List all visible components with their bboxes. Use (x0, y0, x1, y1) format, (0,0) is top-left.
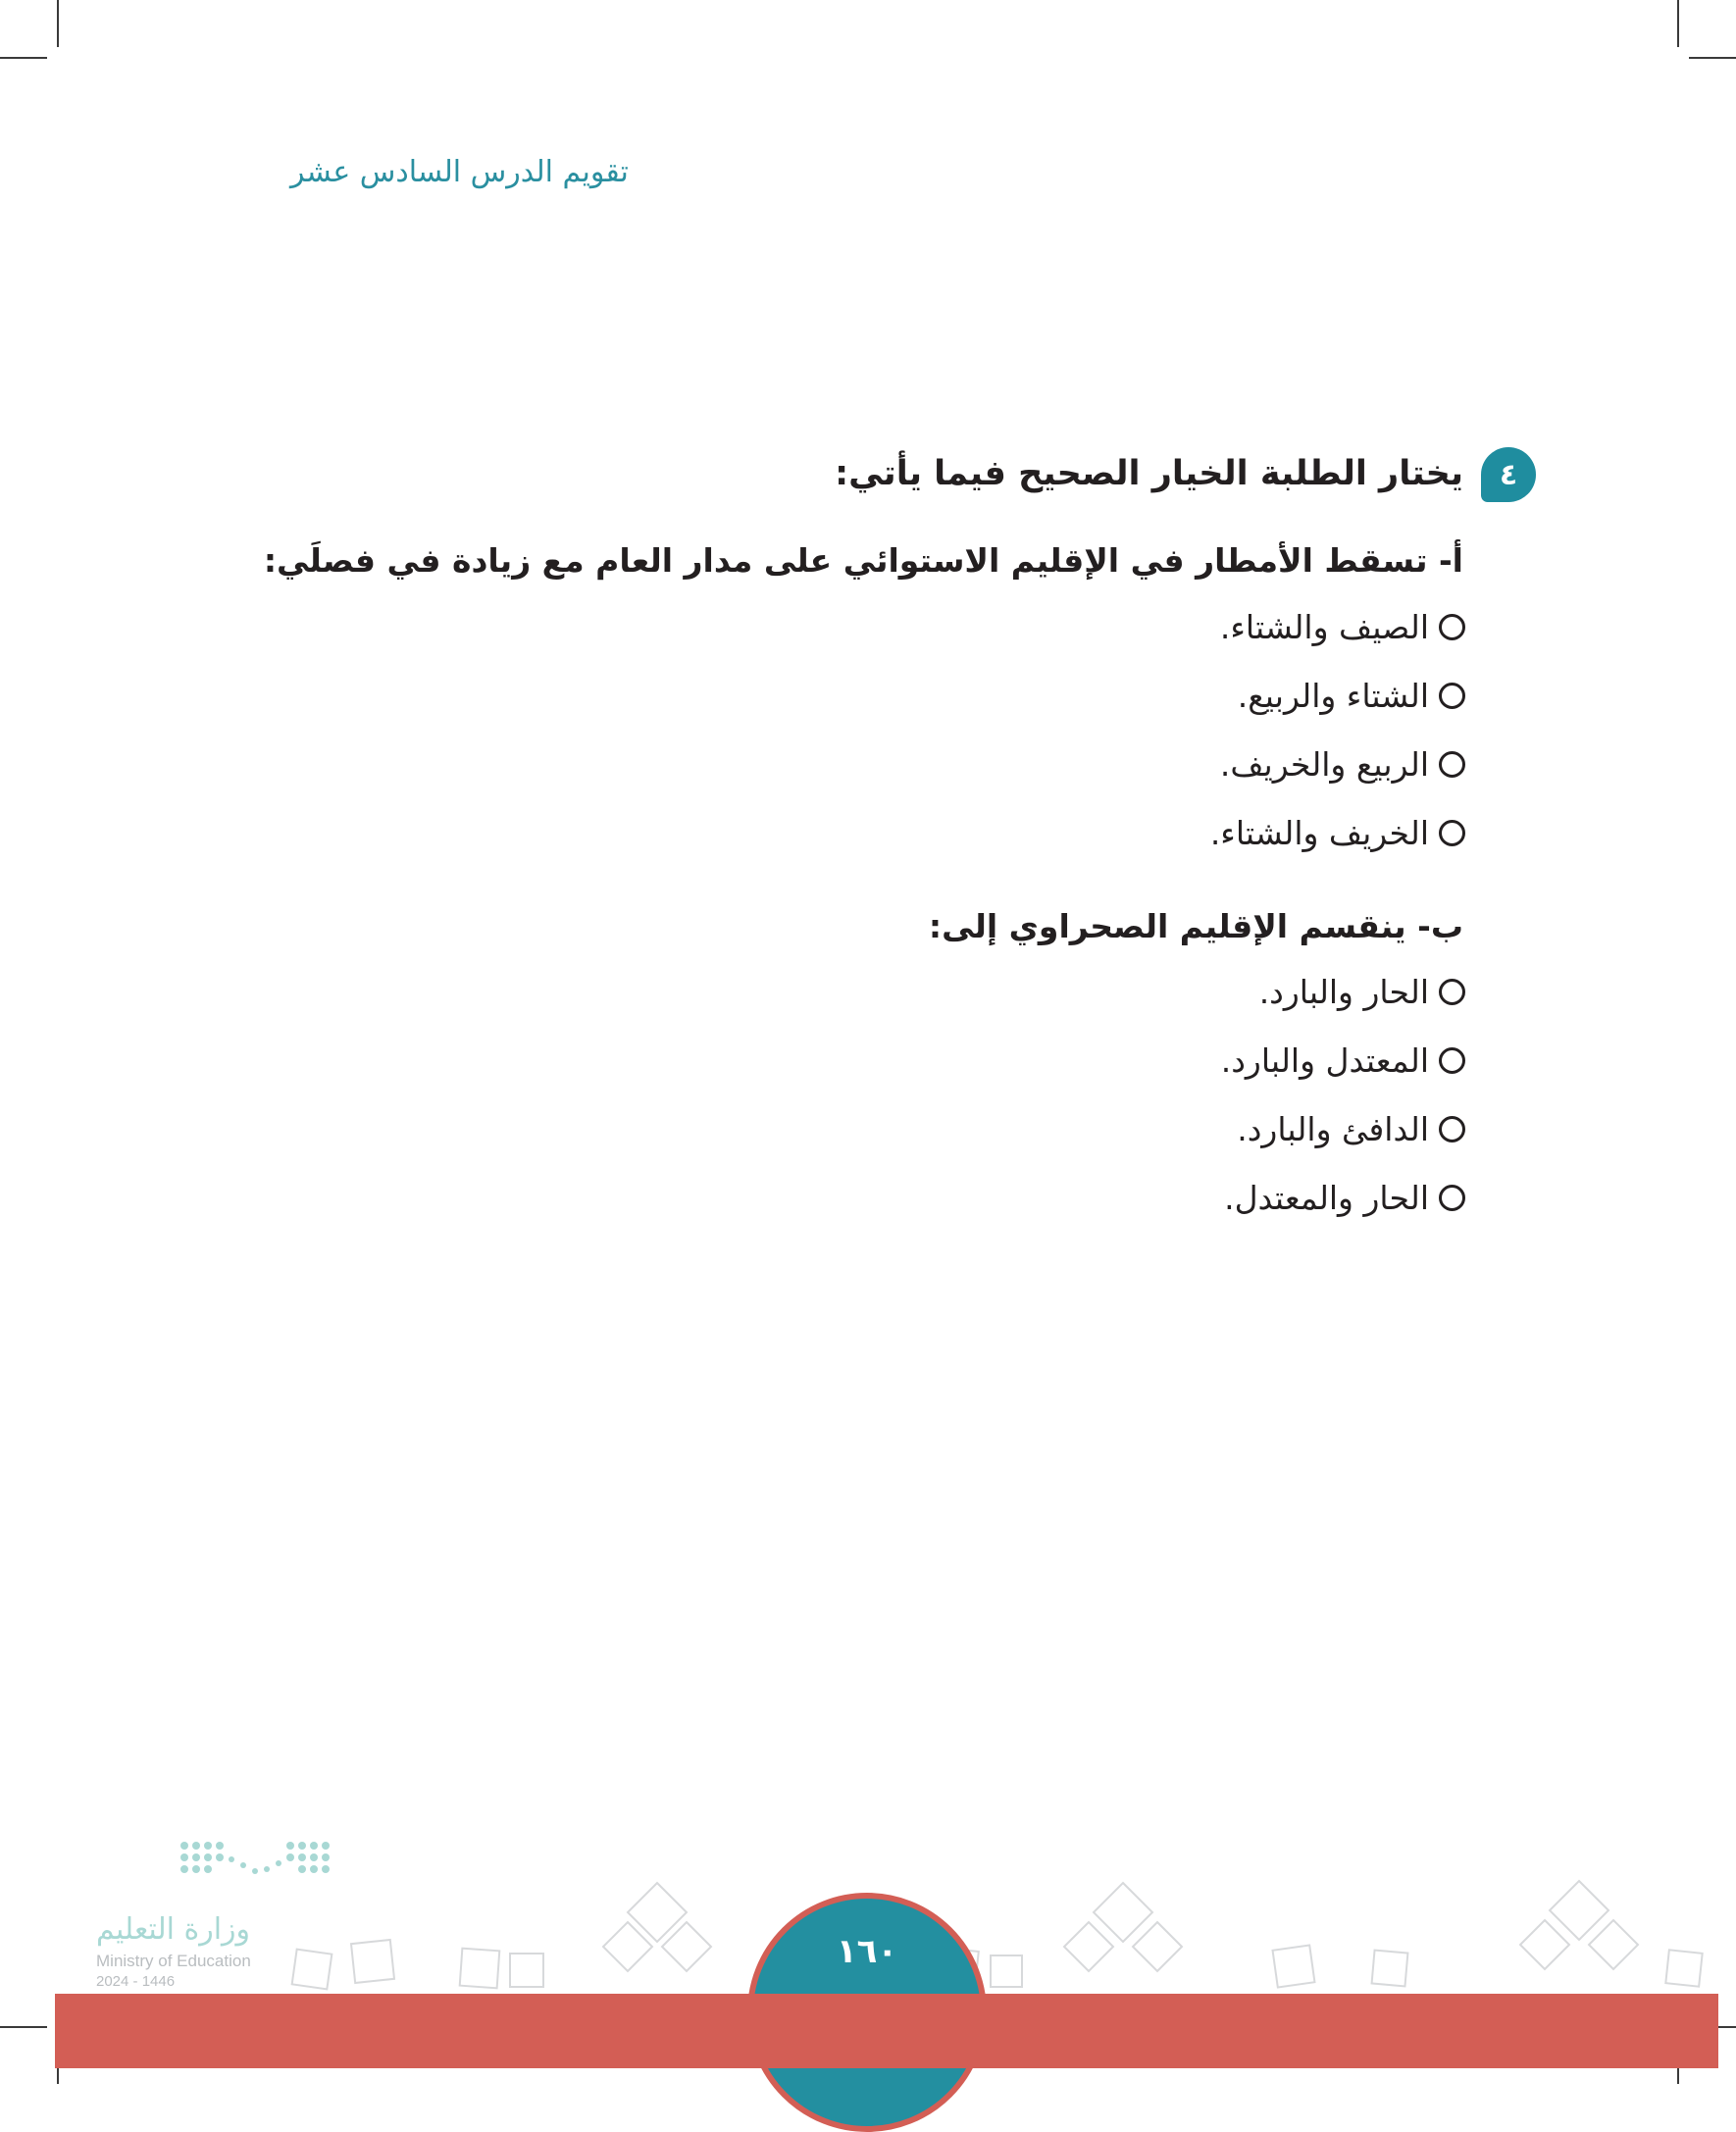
option-label: الحار والمعتدل. (1224, 1178, 1429, 1217)
option-label: الشتاء والربيع. (1237, 676, 1429, 715)
part-a-prefix: أ- (1438, 541, 1463, 580)
crop-mark (1677, 0, 1679, 47)
question-heading: يختار الطلبة الخيار الصحيح فيما يأتي: (835, 454, 1463, 493)
radio-circle-icon[interactable] (1439, 1116, 1465, 1142)
option-label: الخريف والشتاء. (1209, 813, 1429, 852)
radio-circle-icon[interactable] (1439, 979, 1465, 1005)
radio-circle-icon[interactable] (1439, 1185, 1465, 1211)
radio-circle-icon[interactable] (1439, 751, 1465, 778)
part-b-question (384, 900, 1463, 953)
crop-mark (1689, 57, 1736, 59)
option-label: الصيف والشتاء. (1219, 607, 1429, 646)
part-b-options (779, 957, 1465, 1232)
radio-circle-icon[interactable] (1439, 820, 1465, 846)
option-label: الدافئ والبارد. (1237, 1109, 1429, 1148)
option-label: الربيع والخريف. (1219, 744, 1429, 784)
page-number: ١٦٠ (836, 1932, 898, 1971)
part-a-text: تسقط الأمطار في الإقليم الاستوائي على مدار العام مع زيادة في فصلَي: (263, 541, 1428, 580)
option-b3[interactable] (779, 1094, 1465, 1163)
radio-circle-icon[interactable] (1439, 614, 1465, 640)
option-b1[interactable] (779, 957, 1465, 1026)
radio-circle-icon[interactable] (1439, 1047, 1465, 1074)
footer-band (55, 1994, 1718, 2068)
option-b2[interactable] (779, 1026, 1465, 1094)
part-a-question (263, 534, 1463, 587)
option-a2[interactable] (779, 661, 1465, 730)
crop-mark (57, 0, 59, 47)
option-label: الحار والبارد. (1258, 972, 1429, 1011)
radio-circle-icon[interactable] (1439, 683, 1465, 709)
ministry-year: 2024 - 1446 (96, 1973, 176, 1990)
lesson-title: تقويم الدرس السادس عشر (290, 155, 629, 189)
part-a-options (779, 592, 1465, 867)
option-a1[interactable] (779, 592, 1465, 661)
part-b-prefix: ب- (1417, 907, 1463, 945)
option-a3[interactable] (779, 730, 1465, 798)
part-b-text: ينقسم الإقليم الصحراوي إلى: (928, 907, 1406, 945)
crop-mark (0, 57, 47, 59)
option-a4[interactable] (779, 798, 1465, 867)
option-b4[interactable] (779, 1163, 1465, 1232)
option-label: المعتدل والبارد. (1220, 1041, 1429, 1080)
ministry-name-en: Ministry of Education (96, 1952, 251, 1970)
question-number-badge: ٤ (1481, 447, 1536, 502)
ministry-name-ar: وزارة التعليم (96, 1912, 251, 1947)
crop-mark (0, 2026, 47, 2028)
